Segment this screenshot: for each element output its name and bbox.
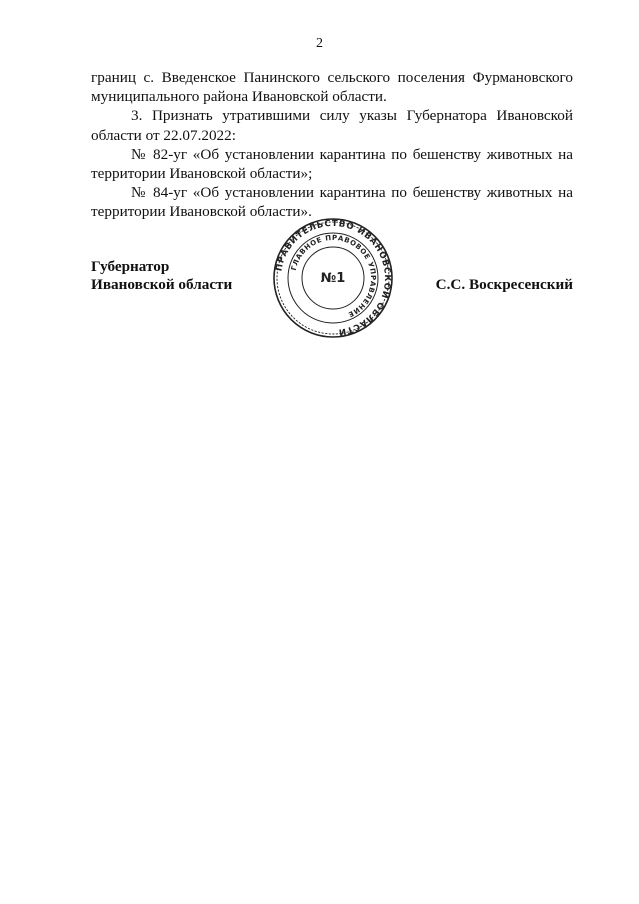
page-number: 2 bbox=[316, 36, 323, 51]
signer-name: С.С. Воскресенский bbox=[435, 276, 573, 293]
seal-outer-text: ПРАВИТЕЛЬСТВО ИВАНОВСКОЙ ОБЛАСТИ bbox=[274, 218, 393, 337]
paragraph-decree-82: № 82-уг «Об установлении карантина по бешенству животных на территории Ивановской области»; bbox=[91, 145, 573, 183]
paragraph-continuation: границ с. Введенское Панинского сельского поселения Фурмановского муниципального района Ивановской области. bbox=[91, 69, 573, 106]
paragraph-decree-84: № 84-уг «Об установлении карантина по бешенству животных на территории Ивановской области». bbox=[91, 184, 573, 221]
seal-center-number: №1 bbox=[320, 271, 346, 286]
signer-title-line-1: Губернатор bbox=[91, 258, 170, 275]
signer-title-line-2: Ивановской области bbox=[91, 276, 233, 293]
paragraph-item-3: 3. Признать утратившими силу указы Губернатора Ивановской области от 22.07.2022: bbox=[91, 107, 573, 144]
seal-inner-text: ГЛАВНОЕ ПРАВОВОЕ УПРАВЛЕНИЕ bbox=[289, 233, 378, 319]
document-body bbox=[91, 68, 573, 222]
official-seal bbox=[272, 218, 394, 338]
signer-title bbox=[91, 258, 232, 294]
